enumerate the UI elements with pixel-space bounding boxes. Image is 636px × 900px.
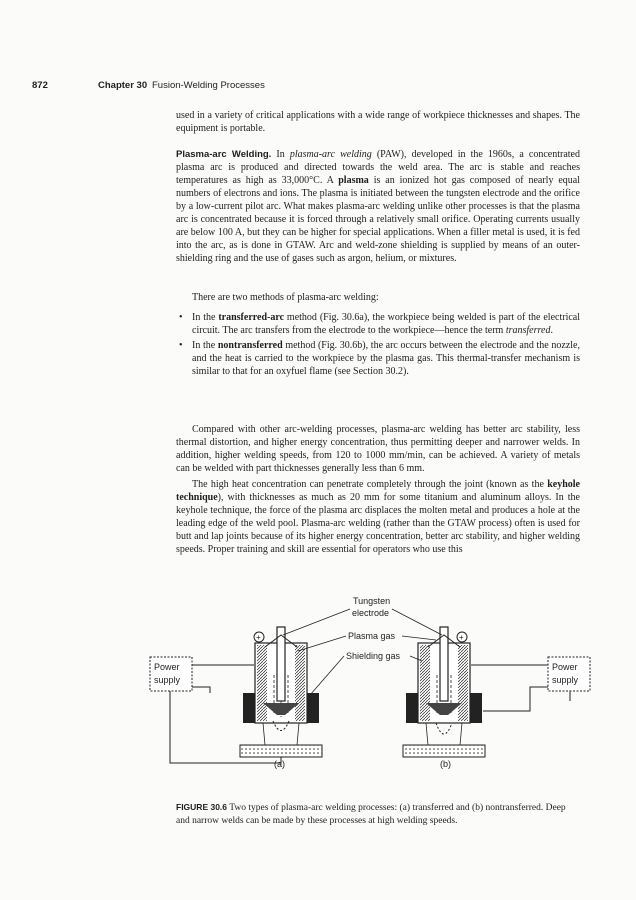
sublabel-b: (b) [440, 759, 451, 769]
methods-list [176, 311, 580, 380]
electrode-b [440, 627, 448, 701]
bullet-text: method (Fig. 30.6a), the workpiece being welded is part of the electrical circuit. The arc transfers from the electrode to the workpiece—hence the term [192, 312, 580, 336]
power-a-label-2: supply [154, 675, 181, 685]
torch-a [240, 627, 322, 757]
plus-b: + [459, 633, 464, 642]
page-number: 872 [32, 80, 48, 91]
comparison-paragraph: Compared with other arc-welding processes, plasma-arc welding has better arc stability, less thermal distortion, and higher energy concentration, thus permitting deeper and narrower welds. In addition, higher welding speeds, from 120 to 1000 mm/min, can be achieved. A variety of metals can be welded with part thicknesses generally less than 6 mm. [176, 424, 580, 474]
shield-ring-a-left [243, 693, 255, 723]
electrode-a [277, 627, 285, 701]
sublabel-a: (a) [274, 759, 285, 769]
plasma-text-3: is an ionized hot gas composed of nearly equal numbers of electrons and ions. The plasma is initiated between the tungsten electrode and the orifice by a low-current pilot arc. What makes plasma-arc welding unlike other processes is that the plasma arc is concentrated because it is forced through a relatively small orifice. Operating currents usually are below 100 A, but they can be higher for special applications. When a filler metal is used, it is fed into the arc, as is done in GTAW. Arc and weld-zone shielding is supplied by means of an outer-shielding ring and the use of gases such as argon, helium, or mixtures. [176, 175, 580, 264]
list-item [176, 311, 580, 337]
torch-b-right-wall [458, 645, 468, 721]
list-item [176, 339, 580, 378]
leader-shielding-gas [310, 656, 422, 695]
bullet-text: In the [192, 340, 218, 351]
intro-paragraph: used in a variety of critical applications with a wide range of workpiece thicknesses and shapes. The equipment is portable. [176, 110, 580, 134]
bullet-term: nontransferred [217, 340, 283, 351]
plasma-text-2: (PAW), developed in the 1960s, a concentrated plasma arc is produced and directed towards the weld area. The arc is stable and reaches temperatures as high as 33,000°C. A [176, 149, 580, 186]
keyhole-paragraph [176, 478, 580, 556]
figure-30-6 [140, 595, 600, 770]
label-tungsten-1: Tungsten [353, 596, 391, 606]
bullet-italic: transferred [505, 325, 551, 336]
bullet-term: transferred-arc [218, 312, 285, 323]
label-shielding-gas: Shielding gas [346, 651, 401, 661]
chapter-label: Chapter 30 [98, 80, 148, 91]
workpiece-b [403, 745, 485, 757]
plasma-arc-paragraph [176, 148, 580, 265]
bullet-text: method (Fig. 30.6b), the arc occurs between the electrode and the nozzle, and the heat is carried to the workpiece by the plasma gas. This thermal-transfer mechanism is similar to that for an oxyfuel flame (see Section 30.2). [192, 340, 580, 377]
power-b-label-1: Power [552, 662, 578, 672]
power-b-label-2: supply [552, 675, 579, 685]
plasma-term-1: plasma-arc welding [289, 149, 372, 160]
torch-b-left-wall [420, 645, 430, 721]
section-heading: Plasma-arc Welding. [176, 149, 272, 160]
caption-text: Two types of plasma-arc welding processes: (a) transferred and (b) nontransferred. Deep and narrow welds can be made by these processes at high welding speeds. [176, 803, 566, 826]
torch-a-right-wall [295, 645, 305, 721]
torch-b [403, 627, 485, 757]
keyhole-text-1: The high heat concentration can penetrate completely through the joint (known as the [192, 479, 548, 490]
label-plasma-gas: Plasma gas [348, 631, 396, 641]
plasma-term-2: plasma [338, 175, 369, 186]
bullet-text: . [550, 325, 553, 336]
plus-a: + [256, 633, 261, 642]
bullet-text: In the [192, 312, 219, 323]
torch-a-left-wall [257, 645, 267, 721]
caption-label: FIGURE 30.6 [176, 802, 228, 812]
shield-ring-b-left [406, 693, 418, 723]
methods-intro: There are two methods of plasma-arc welding: [192, 292, 379, 303]
workpiece-a [240, 745, 322, 757]
figure-caption [176, 801, 580, 827]
power-a-label-1: Power [154, 662, 180, 672]
keyhole-text-2: ), with thicknesses as much as 20 mm for some titanium and aluminum alloys. In the keyhole technique, the force of the plasma arc displaces the molten metal and produces a hole at the leading edge of the weld pool. Plasma-arc welding (rather than the GTAW process) often is used for butt and lap joints because of its higher energy concentration, better arc stability, and higher welding speeds. Proper training and skill are essential for operators who use this [176, 492, 580, 555]
chapter-title: Fusion-Welding Processes [152, 80, 265, 91]
shield-ring-a-right [307, 693, 319, 723]
label-tungsten-2: electrode [352, 608, 390, 618]
shield-ring-b-right [470, 693, 482, 723]
plasma-text-1: In [271, 149, 290, 160]
keyhole-term: keyhole technique [176, 479, 580, 503]
